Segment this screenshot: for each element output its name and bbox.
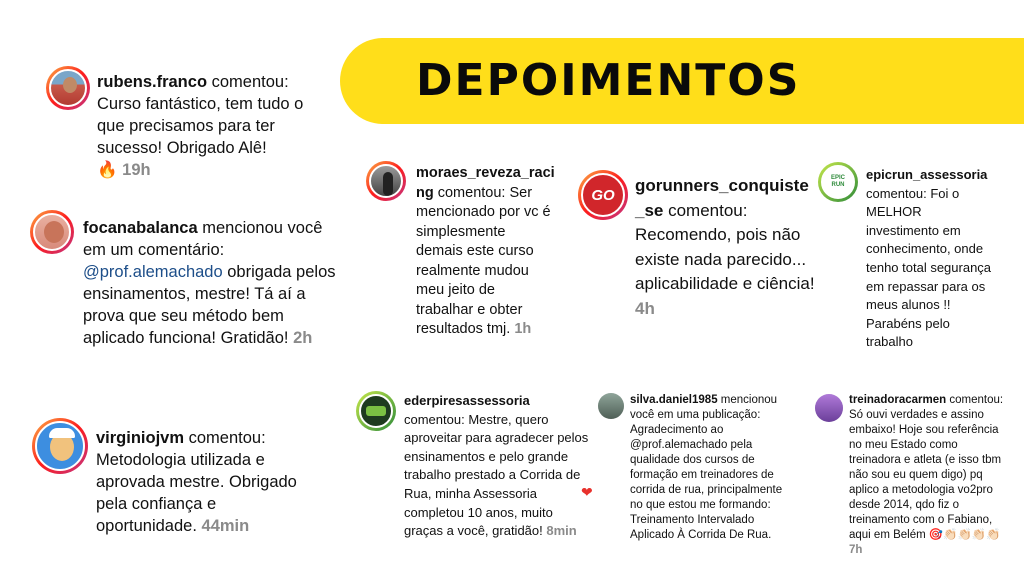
username[interactable]: focanabalanca — [83, 219, 198, 237]
comment-body: Foi o MELHOR investimento em conhecimento, onde tenho total segurança em repassar para os meus alunos !! Parabéns pelo trabalho — [866, 185, 992, 350]
comment-virginiojvm: virginiojvm comentou: Metodologia utilizada e aprovada mestre. Obrigado pela confiança e oportunidade. 44min — [96, 429, 297, 535]
comment-moraes: moraes_reveza_racing comentou: Ser mencionado por vc é simplesmente demais este curso realmente mudou meu jeito de trabalhar e obter resultados tmj. 1h — [416, 165, 555, 337]
username[interactable]: virginiojvm — [96, 429, 185, 447]
comment-body: Metodologia utilizada e aprovada mestre. Obrigado pela confiança e oportunidade. — [96, 451, 297, 535]
avatar-ederpires[interactable] — [356, 391, 396, 431]
timestamp: 4h — [635, 298, 655, 318]
avatar-epicrun[interactable] — [818, 162, 858, 202]
timestamp: 7h — [849, 544, 863, 556]
fire-icon: 🔥 — [97, 161, 118, 179]
epicrun-logo-icon: EPIC RUN — [830, 175, 845, 188]
mention-link[interactable]: @prof.alemachado — [83, 263, 223, 281]
timestamp: 1h — [514, 321, 532, 337]
comment-gorunners: gorunners_conquiste_se comentou: Recomendo, pois não existe nada parecido... aplicabilidade e ciência! 4h — [635, 176, 815, 318]
comment-ederpires: ederpiresassessoria comentou: Mestre, quero aproveitar para agradecer pelos ensinamentos e pelo grande trabalho prestado a Corrida de Rua, minha Assessoria completou 10 anos, muito graças a você, gratidão! 8min — [404, 393, 589, 539]
comment-body: Só ouvi verdades e assino embaixo! Hoje sou referência no meu Estado como treinadora e atleta (e isso tbm não sou eu quem digo) pq aplico a metodologia vo2pro desde 2014, qdo fiz o treinamento com o Fabiano, aqui em Belém — [849, 409, 1002, 541]
username[interactable]: moraes_reveza_racing — [416, 165, 555, 201]
avatar-focanabalanca[interactable] — [30, 210, 74, 254]
emoji-reactions: 🎯👏🏻👏🏻👏🏻👏🏻 — [928, 529, 1001, 541]
avatar-gorunners[interactable] — [578, 170, 628, 220]
timestamp: 2h — [293, 329, 313, 347]
comment-body: obrigada pelos ensinamentos, mestre! Tá aí a prova que seu método bem aplicado funciona! Gratidão! — [83, 263, 336, 347]
go-logo-icon: GO — [591, 186, 615, 204]
comment-body: Agradecimento ao @prof.alemachado pela qualidade dos cursos de formação em treinadores de corrida de rua, principalmente no que estou me formando: Treinamento Intervalado Aplicado À Corrida De Rua. — [630, 424, 783, 541]
heart-icon[interactable]: ❤ — [581, 484, 593, 500]
avatar-virginiojvm[interactable] — [32, 418, 88, 474]
comment-body: Mestre, quero aproveitar para agradecer pelos ensinamentos e pelo grande trabalho prestado a Corrida de Rua, minha Assessoria completou 10 anos, muito graças a você, gratidão! — [404, 411, 589, 539]
timestamp: 8min — [546, 523, 577, 539]
username[interactable]: epicrun_assessoria — [866, 167, 988, 182]
username[interactable]: ederpiresassessoria — [404, 393, 530, 408]
timestamp: 44min — [201, 517, 250, 535]
avatar-rubens[interactable] — [46, 66, 90, 110]
timestamp: 19h — [122, 161, 151, 179]
comment-carmen: treinadoracarmen comentou: Só ouvi verdades e assino embaixo! Hoje sou referência no meu Estado como treinadora e atleta (e isso tbm não sou eu quem digo) pq aplico a metodologia vo2pro desde 2014, qdo fiz o treinamento com o Fabiano, aqui em Belém 🎯👏🏻👏🏻👏🏻👏🏻 7h — [849, 394, 1004, 556]
comment-focanabalanca: focanabalanca mencionou você em um comentário: @prof.alemachado obrigada pelos ensinamentos, mestre! Tá aí a prova que seu método bem aplicado funciona! Gratidão! 2h — [83, 219, 336, 347]
username[interactable]: treinadoracarmen — [849, 394, 947, 406]
comment-body: Recomendo, pois não existe nada parecido... aplicabilidade e ciência! — [635, 225, 815, 293]
comment-body: Curso fantástico, tem tudo o que precisamos para ter sucesso! Obrigado Alê! — [97, 95, 304, 157]
comment-silva: silva.daniel1985 mencionou você em uma publicação: Agradecimento ao @prof.alemachado pela qualidade dos cursos de formação em treinadores de corrida de rua, principalmente no que estou me formando: Treinamento Intervalado Aplicado À Corrida De Rua. — [630, 394, 783, 541]
avatar-silva[interactable] — [598, 393, 624, 419]
username[interactable]: silva.daniel1985 — [630, 394, 718, 406]
username[interactable]: gorunners_conquiste_se — [635, 176, 809, 220]
comment-body: Ser mencionado por vc é simplesmente demais este curso realmente mudou meu jeito de trabalhar e obter resultados tmj. — [416, 184, 551, 337]
avatar-carmen[interactable] — [815, 394, 843, 422]
comment-rubens: rubens.franco comentou: Curso fantástico, tem tudo o que precisamos para ter sucesso! Obrigado Alê! 🔥 19h — [97, 73, 304, 179]
page-title: DEPOIMENTOS — [416, 55, 801, 106]
team-logo-icon — [366, 406, 386, 416]
avatar-moraes[interactable] — [366, 161, 406, 201]
comment-epicrun: epicrun_assessoria comentou: Foi o MELHOR investimento em conhecimento, onde tenho total segurança em repassar para os meus alunos !! Parabéns pelo trabalho — [866, 167, 992, 350]
username[interactable]: rubens.franco — [97, 73, 208, 91]
